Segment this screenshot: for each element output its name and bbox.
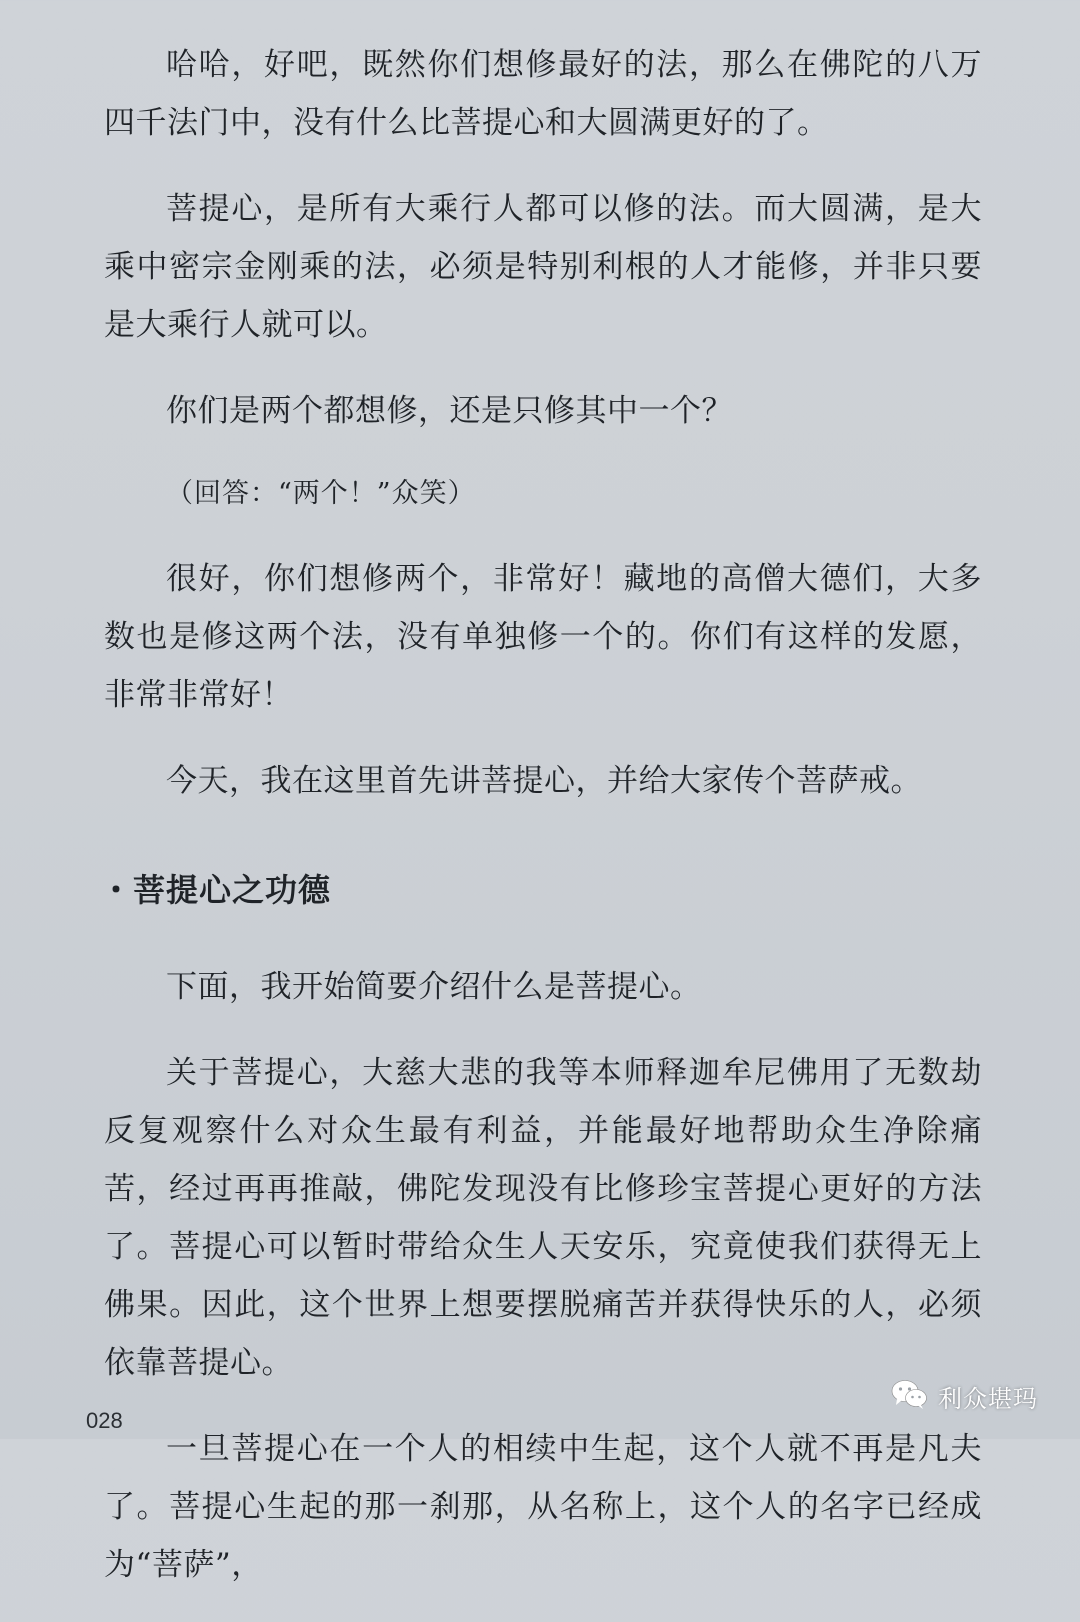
paragraph-4: 很好，你们想修两个，非常好！藏地的高僧大德们，大多数也是修这两个法，没有单独修一个的。你们有这样的发愿，非常非常好！ [104,561,982,713]
paragraph-2: 菩提心，是所有大乘行人都可以修的法。而大圆满，是大乘中密宗金刚乘的法，必须是特别利根的人才能修，并非只要是大乘行人就可以。 [104,191,982,343]
wechat-icon [890,1378,928,1414]
page-number: 028 [86,1408,123,1433]
section-paragraph-3: 一旦菩提心在一个人的相续中生起，这个人就不再是凡夫了。菩提心生起的那一刹那，从名称上，这个人的名字已经成为“菩萨”， [104,1431,982,1583]
watermark [890,1376,1038,1416]
paragraph-3: 你们是两个都想修，还是只修其中一个？ [166,393,733,429]
paragraph-1: 哈哈，好吧，既然你们想修最好的法，那么在佛陀的八万四千法门中，没有什么比菩提心和大圆满更好的了。 [104,47,982,141]
section-paragraph-2: 关于菩提心，大慈大悲的我等本师释迦牟尼佛用了无数劫反复观察什么对众生最有利益，并能最好地帮助众生净除痛苦，经过再再推敲，佛陀发现没有比修珍宝菩提心更好的方法了。菩提心可以暂时带给众生人天安乐，究竟使我们获得无上佛果。因此，这个世界上想要摆脱痛苦并获得快乐的人，必须依靠菩提心。 [104,1055,982,1381]
section-heading: ・菩提心之功德 [100,871,332,909]
section-paragraph-1: 下面，我开始简要介绍什么是菩提心。 [166,969,702,1005]
watermark-text: 利众堪玛 [938,1384,1038,1413]
text-column [100,36,982,1622]
audience-answer: （回答：“两个！”众笑） [166,478,476,509]
paragraph-5: 今天，我在这里首先讲菩提心，并给大家传个菩萨戒。 [166,763,922,799]
